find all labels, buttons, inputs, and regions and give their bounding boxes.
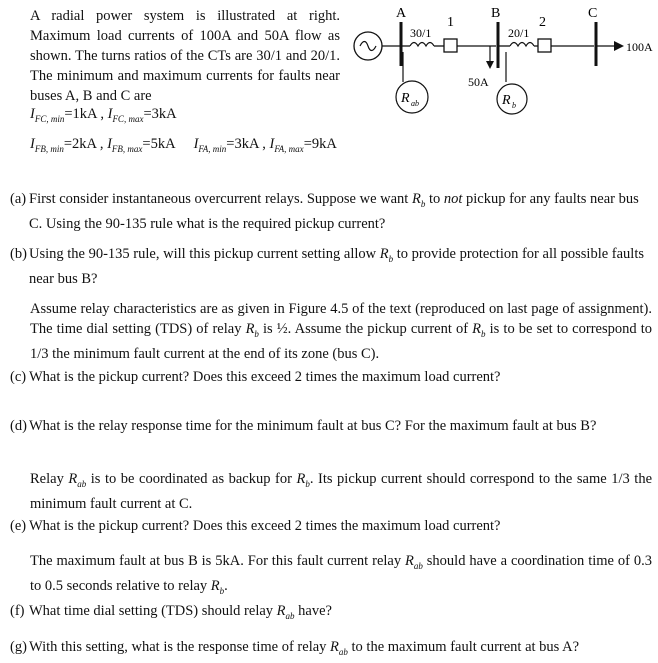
intro-paragraph [30,6,340,106]
fault-currents-line-2: $I_{FB, min}=2kA$ , $I_{FB, max}=5kA$ $I_{FA, min}=3kA$ , $I_{FA, max}=9kA$ [30,136,337,154]
ct-2-ratio: 20/1 [508,26,530,40]
ct-2-icon [510,43,534,47]
fb-min-value: =2kA , [63,136,108,152]
radial-system-diagram [340,0,658,120]
question-c [10,367,650,387]
fb-max-sub: FB, max [111,144,143,154]
load-c-arrow [614,41,624,51]
relay-rb-sub: b [512,101,516,110]
assumption-paragraph-1: Assume relay characteristics are as given in Figure 4.5 of the text (reproduced on last page of assignment). The time dial setting (TDS) of relay $R_b$ is ½. Assume the pickup current of $R_b$ is to be set to correspond to 1/3 the minimum fault current at the end of its zone (bus C). [30,301,652,362]
bus-b-label: B [491,6,501,21]
node-2-label: 2 [539,15,546,30]
intro-text: A radial power system is illustrated at right. Maximum load currents of 100A and 50A flow as shown. The turns ratios of the CTs are 30/1 and 20/1. The minimum and maximum currents for faults near buses A, B and C are [30,8,340,104]
ct-1-icon [410,43,434,47]
bus-c-label: C [588,6,598,21]
question-e-text: What is the pickup current? Does this exceed 2 times the maximum load current? [29,518,501,534]
question-b-text: Using the 90-135 rule, will this pickup current setting allow $R_b$ to provide protection for all possible faults near bus B? [29,246,645,287]
question-f [10,601,650,626]
question-c-text: What is the pickup current? Does this exceed 2 times the maximum load current? [29,369,501,385]
fault-currents-line-1: $I_{FC, min}=1kA$ , $I_{FC, max}=3kA$ [30,106,177,124]
question-b-label: (b) [10,246,27,262]
load-b-arrow [486,61,494,69]
fc-min-value: =1kA , [64,106,108,122]
fa-min-value: =3kA , [226,136,270,152]
assumption-paragraph-2: Relay $R_{ab}$ is to be coordinated as backup for $R_b$. Its pickup current should correspond to the same 1/3 the minimum fault current at C. [30,471,652,512]
question-d-label: (d) [10,418,27,434]
node-1-label: 1 [447,15,454,30]
question-d [10,416,650,436]
question-c-label: (c) [10,369,27,385]
fa-min-sub: FA, min [198,144,227,154]
question-e [10,516,650,536]
fb-min-sub: FB, min [34,144,64,154]
question-f-label: (f) [10,603,25,619]
fc-max-value: =3kA [143,106,177,122]
question-e-label: (e) [10,518,27,534]
relay-rab-sub: ab [411,99,419,108]
question-f-text: What time dial setting (TDS) should relay $R_{ab}$ have? [29,603,332,621]
fb-max-value: =5kA [142,136,176,152]
question-a-label: (a) [10,191,27,207]
load-b-label: 50A [468,75,489,89]
breaker-1 [444,39,457,52]
fa-max-sub: FA, max [274,144,304,154]
question-g-label: (g) [10,639,27,655]
question-b [10,244,650,289]
load-c-label: 100A [626,40,653,54]
question-g [10,637,650,662]
ct-1-ratio: 30/1 [410,26,432,40]
breaker-2 [538,39,551,52]
question-d-text: What is the relay response time for the minimum fault at bus C? For the maximum fault at bus B? [29,418,597,434]
question-a [10,189,650,234]
question-a-text: First consider instantaneous overcurrent relays. Suppose we want $R_b$ to not pickup for any faults near bus C. Using the 90-135 rule what is the required pickup current? [29,191,639,232]
assumption-paragraph-3: The maximum fault at bus B is 5kA. For this fault current relay $R_{ab}$ should have a coordination time of 0.3 to 0.5 seconds relative to relay $R_b$. [30,553,652,596]
relay-rab-symbol: R [401,91,410,106]
fc-min-sub: FC, min [34,114,65,124]
fc-max-sub: FC, max [112,114,144,124]
question-g-text: With this setting, what is the response time of relay $R_{ab}$ to the maximum fault current at bus A? [29,639,580,657]
bus-a-label: A [396,6,407,21]
fa-max-value: =9kA [303,136,337,152]
relay-rb-symbol: R [502,93,511,108]
